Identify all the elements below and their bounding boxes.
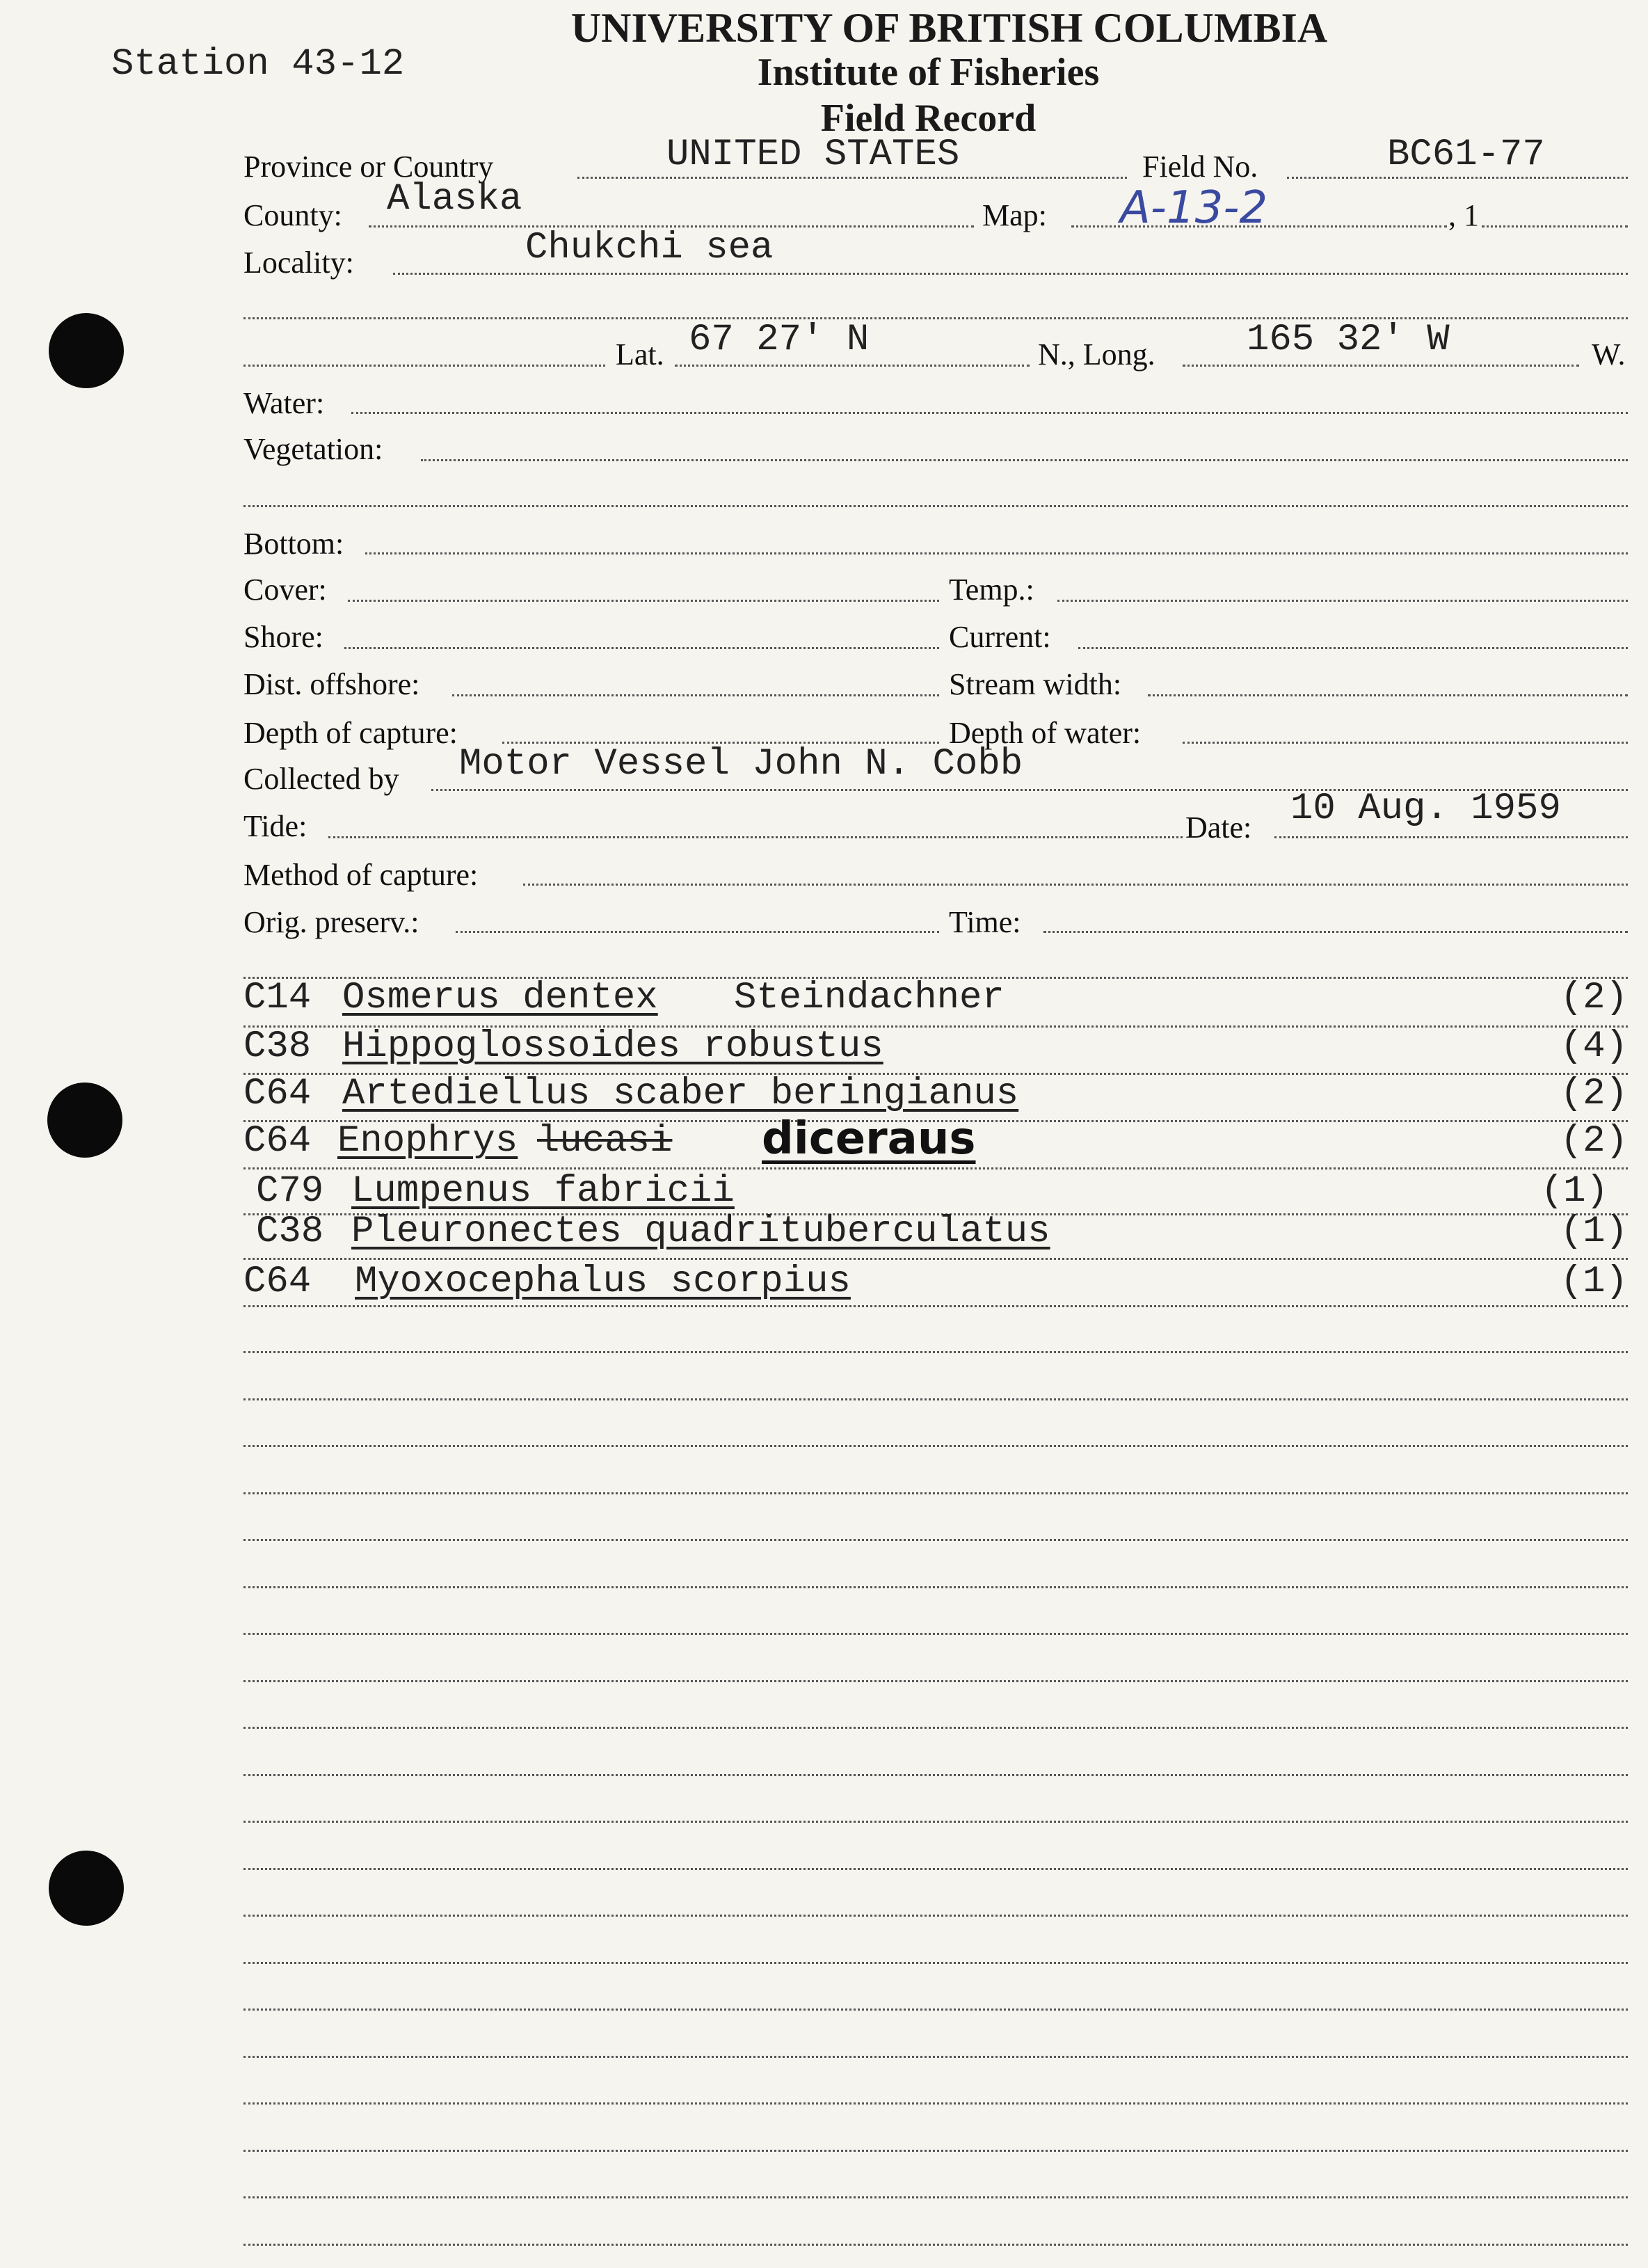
depth-capture-label: Depth of capture: xyxy=(243,716,458,750)
species-code: C64 xyxy=(243,1120,312,1163)
punch-hole-middle xyxy=(47,1083,122,1158)
species-count: (1) xyxy=(1560,1261,1628,1303)
blank-line-6 xyxy=(243,1586,1628,1588)
blank-line-19 xyxy=(243,2196,1628,2198)
lat-lead-line xyxy=(243,365,605,367)
water-label: Water: xyxy=(243,386,325,420)
vegetation-label: Vegetation: xyxy=(243,432,383,466)
species-row-7 xyxy=(243,1261,1628,1309)
lat-line xyxy=(675,365,1030,367)
depth-water-line xyxy=(1183,742,1628,744)
species-row-4 xyxy=(243,1113,1628,1169)
lat-label: Lat. xyxy=(616,337,664,372)
blank-line-8 xyxy=(243,1680,1628,1682)
record-title: Field Record xyxy=(820,97,1037,140)
orig-preserv-label: Orig. preserv.: xyxy=(243,905,419,939)
blank-line-20 xyxy=(243,2244,1628,2246)
species-row-2 xyxy=(243,1025,1628,1074)
province-line xyxy=(577,177,1127,179)
stream-width-line xyxy=(1148,694,1628,696)
species-row-6 xyxy=(243,1211,1628,1259)
cover-line xyxy=(348,600,939,602)
orig-preserv-line xyxy=(456,931,939,933)
species-correction: diceraus xyxy=(762,1113,976,1165)
dist-offshore-label: Dist. offshore: xyxy=(243,667,420,701)
blank-line-18 xyxy=(243,2150,1628,2152)
species-name: Osmerus dentex xyxy=(342,977,658,1019)
locality-value: Chukchi sea xyxy=(525,227,774,269)
blank-line-15 xyxy=(243,2009,1628,2011)
species-name: Enophrys xyxy=(337,1120,518,1163)
species-line-6 xyxy=(243,1258,1628,1260)
species-line-4 xyxy=(243,1167,1628,1169)
punch-hole-top xyxy=(49,313,124,388)
shore-label: Shore: xyxy=(243,620,323,654)
station-number: Station 43-12 xyxy=(111,43,405,86)
shore-line xyxy=(344,647,939,649)
locality-label: Locality: xyxy=(243,246,354,280)
species-count: (4) xyxy=(1560,1025,1628,1068)
species-author: Steindachner xyxy=(734,977,1005,1019)
map-value: A-13-2 xyxy=(1120,182,1268,234)
blank-line-2 xyxy=(243,1398,1628,1400)
species-count: (1) xyxy=(1540,1170,1608,1213)
vegetation-line xyxy=(421,459,1628,461)
blank-line-13 xyxy=(243,1915,1628,1917)
species-code: C64 xyxy=(243,1261,312,1303)
species-code: C14 xyxy=(243,977,312,1019)
county-label: County: xyxy=(243,198,342,232)
field-no-value: BC61-77 xyxy=(1387,134,1545,176)
species-code: C64 xyxy=(243,1073,312,1115)
county-value: Alaska xyxy=(387,178,522,221)
time-label: Time: xyxy=(949,905,1021,939)
species-struck-name: lucasi xyxy=(537,1120,673,1163)
blank-line-9 xyxy=(243,1727,1628,1729)
species-name: Artediellus scaber beringianus xyxy=(342,1073,1019,1115)
time-line xyxy=(1043,931,1628,933)
species-row-1 xyxy=(243,977,1628,1025)
depth-water-label: Depth of water: xyxy=(949,716,1142,750)
blank-line-4 xyxy=(243,1492,1628,1494)
long-line xyxy=(1183,365,1579,367)
species-name: Hippoglossoides robustus xyxy=(342,1025,883,1068)
species-code: C79 xyxy=(256,1170,324,1213)
cover-label: Cover: xyxy=(243,573,327,607)
species-count: (2) xyxy=(1560,1073,1628,1115)
blank-line-7 xyxy=(243,1633,1628,1635)
water-line xyxy=(351,412,1628,414)
dist-offshore-line xyxy=(452,694,939,696)
date-value: 10 Aug. 1959 xyxy=(1290,788,1561,830)
blank-line-3 xyxy=(243,1445,1628,1447)
blank-line-10 xyxy=(243,1774,1628,1776)
blank-line-11 xyxy=(243,1821,1628,1823)
long-value: 165 32' W xyxy=(1247,319,1450,361)
vegetation-line-2 xyxy=(243,505,1628,507)
blank-line-14 xyxy=(243,1962,1628,1964)
province-value: UNITED STATES xyxy=(666,134,960,176)
blank-line-17 xyxy=(243,2102,1628,2105)
species-code: C38 xyxy=(256,1211,324,1253)
temp-line xyxy=(1057,600,1628,602)
blank-line-1 xyxy=(243,1351,1628,1353)
species-count: (1) xyxy=(1560,1211,1628,1253)
lat-value: 67 27' N xyxy=(689,319,870,361)
collected-by-label: Collected by xyxy=(243,762,399,796)
current-line xyxy=(1078,647,1628,649)
province-label: Province or Country xyxy=(243,150,494,184)
blank-line-5 xyxy=(243,1539,1628,1541)
university-title: UNIVERSITY OF BRITISH COLUMBIA xyxy=(570,5,1328,51)
punch-hole-bottom xyxy=(49,1851,124,1926)
bottom-label: Bottom: xyxy=(243,527,344,561)
blank-line-12 xyxy=(243,1868,1628,1870)
current-label: Current: xyxy=(949,620,1051,654)
map-suffix: , 1 xyxy=(1448,198,1479,232)
blank-line-16 xyxy=(243,2056,1628,2058)
collected-by-value: Motor Vessel John N. Cobb xyxy=(459,743,1023,785)
species-line-7 xyxy=(243,1305,1628,1307)
tide-line xyxy=(328,836,1183,838)
species-name: Myoxocephalus scorpius xyxy=(355,1261,851,1303)
stream-width-label: Stream width: xyxy=(949,667,1122,701)
species-name: Lumpenus fabricii xyxy=(351,1170,735,1213)
date-label: Date: xyxy=(1185,810,1252,845)
species-name: Pleuronectes quadrituberculatus xyxy=(351,1211,1050,1253)
w-label: W. xyxy=(1592,337,1626,372)
map-label: Map: xyxy=(982,198,1047,232)
method-line xyxy=(523,884,1628,886)
field-no-label: Field No. xyxy=(1142,150,1258,184)
bottom-line xyxy=(365,552,1628,554)
date-line xyxy=(1274,836,1628,838)
species-count: (2) xyxy=(1560,1120,1628,1163)
species-code: C38 xyxy=(243,1025,312,1068)
species-count: (2) xyxy=(1560,977,1628,1019)
temp-label: Temp.: xyxy=(949,573,1034,607)
map-suffix-line xyxy=(1482,225,1628,227)
tide-label: Tide: xyxy=(243,809,307,843)
n-long-label: N., Long. xyxy=(1038,337,1155,372)
field-no-line xyxy=(1287,177,1628,179)
institute-title: Institute of Fisheries xyxy=(757,51,1100,94)
method-label: Method of capture: xyxy=(243,858,479,892)
locality-line xyxy=(393,273,1628,275)
